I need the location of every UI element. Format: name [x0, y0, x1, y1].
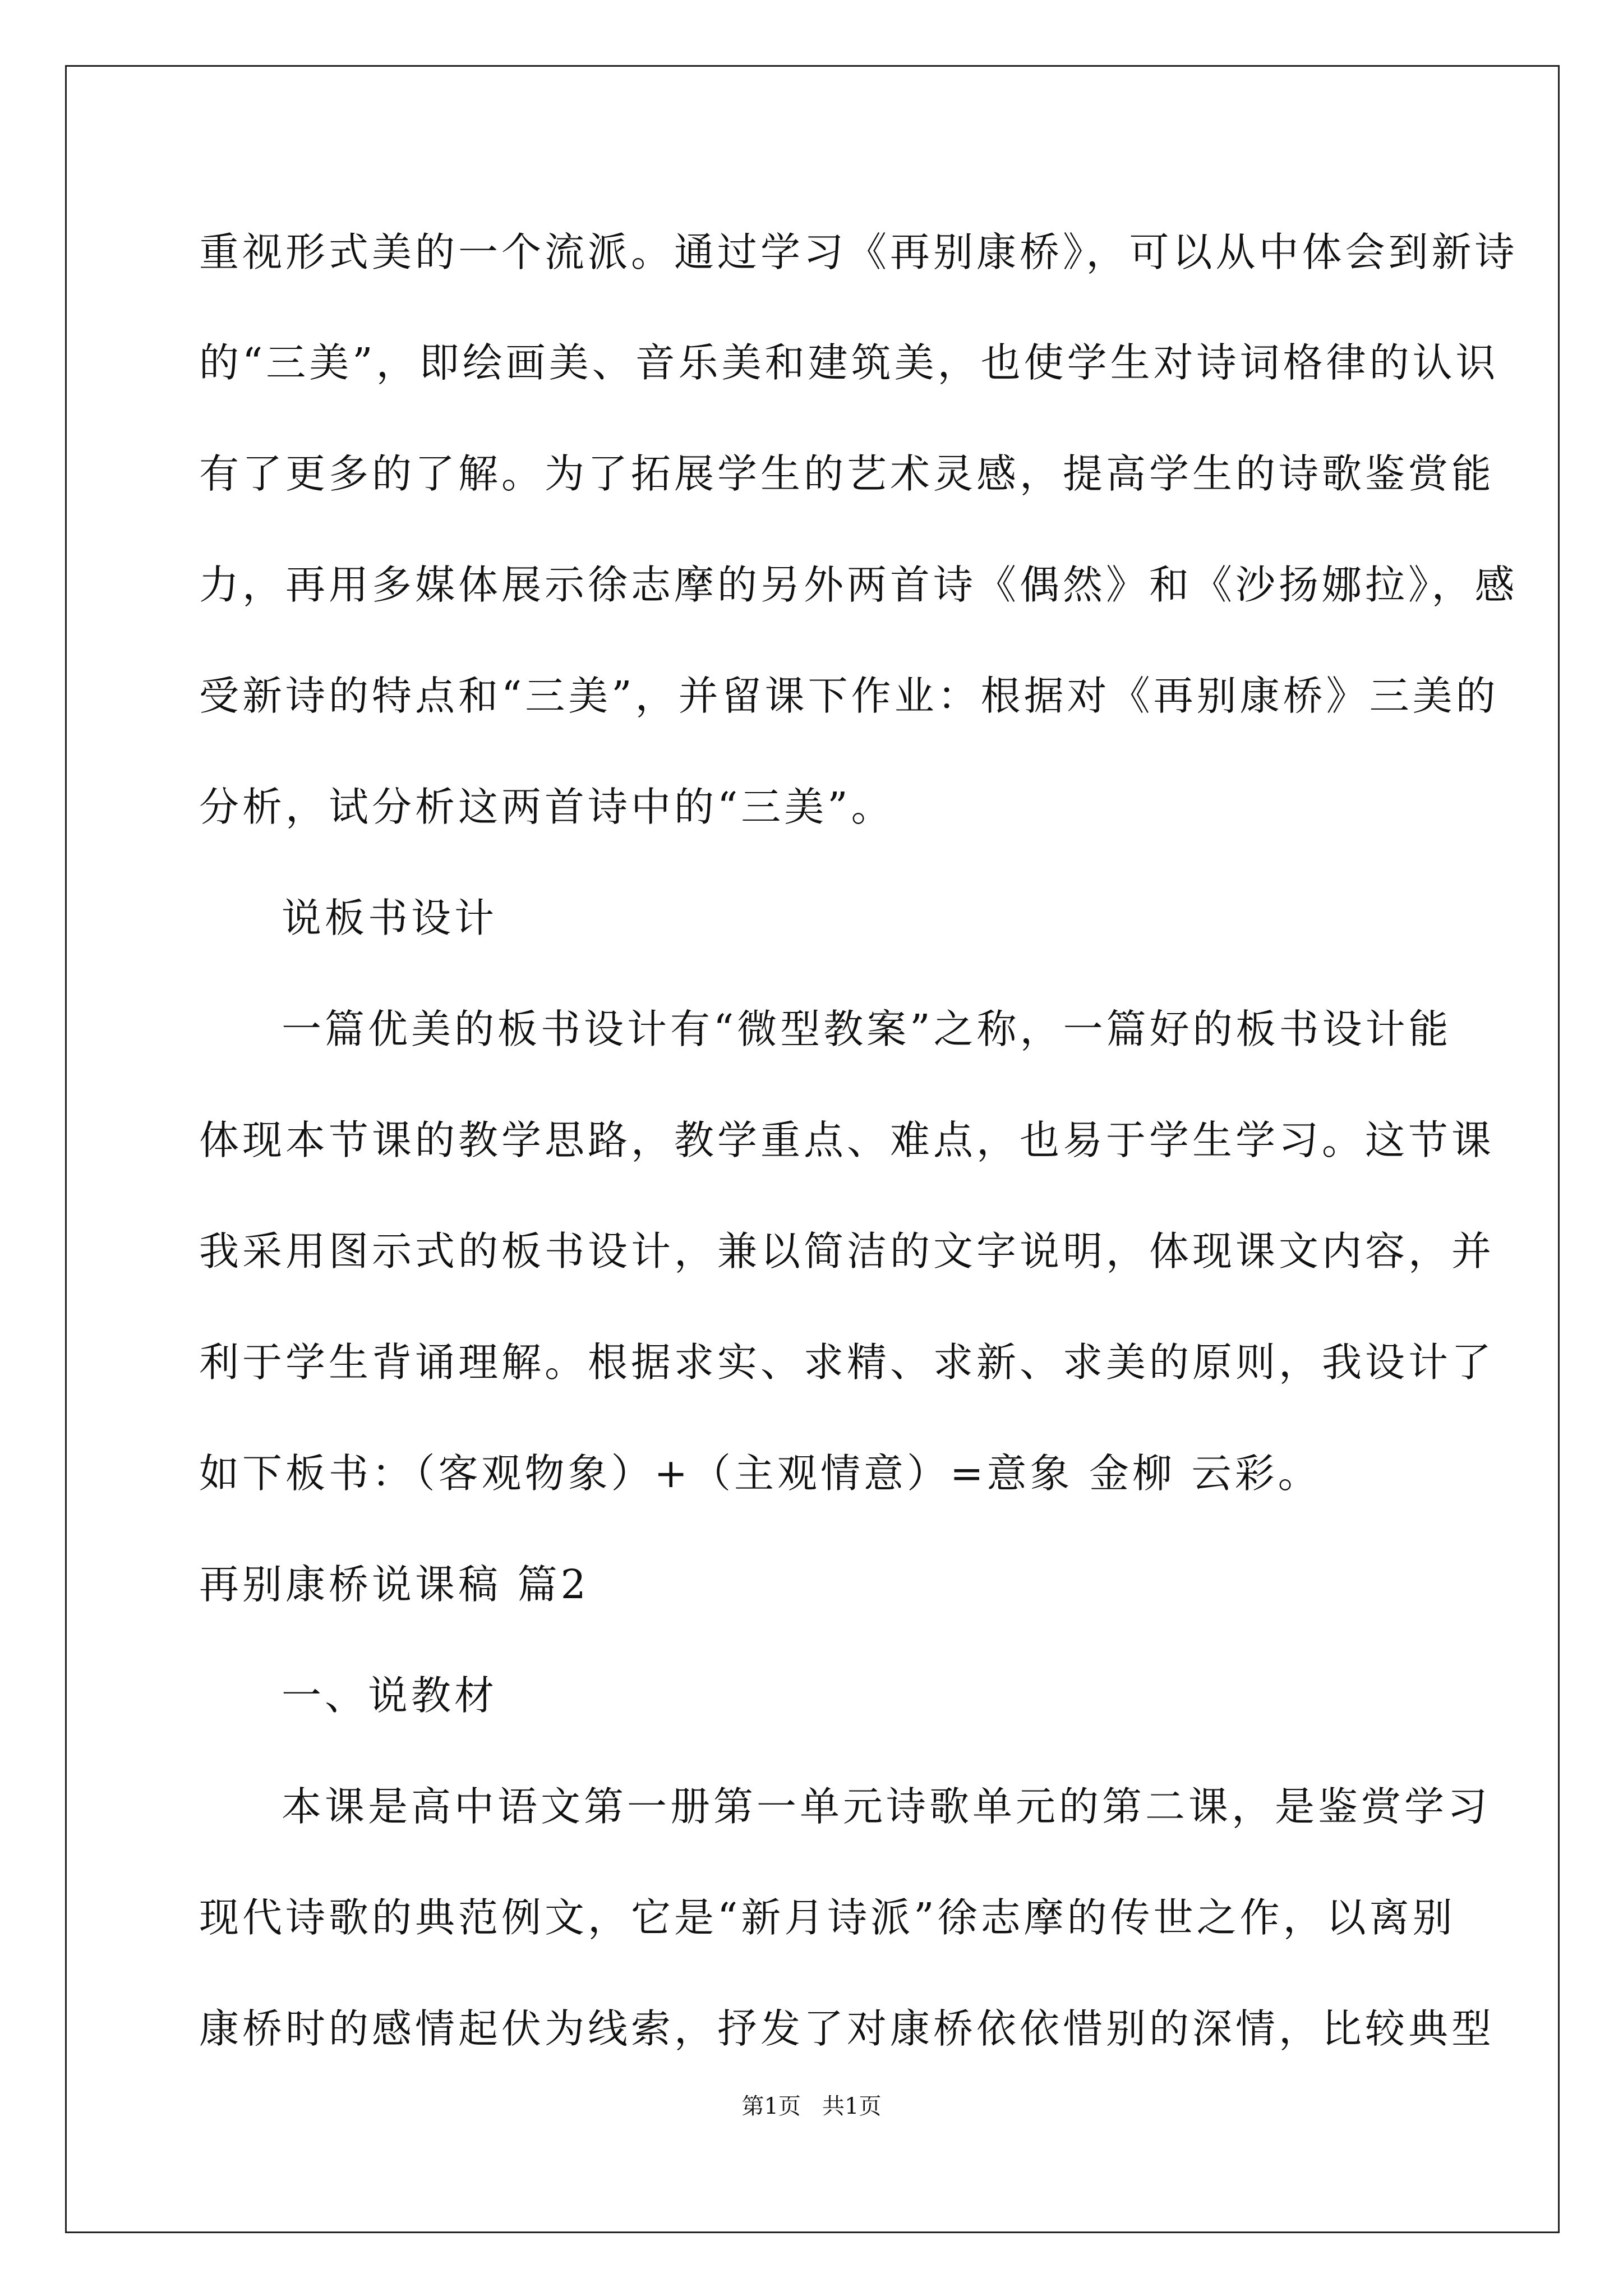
- paragraph-line: 有了更多的了解。为了拓展学生的艺术灵感，提高学生的诗歌鉴赏能: [199, 450, 1495, 497]
- paragraph-line: 现代诗歌的典范例文，它是“新月诗派”徐志摩的传世之作，以离别: [199, 1894, 1456, 1941]
- paragraph-line: 受新诗的特点和“三美”，并留课下作业：根据对《再别康桥》三美的: [199, 673, 1499, 719]
- paragraph-line: 分析，试分析这两首诗中的“三美”。: [199, 784, 895, 830]
- paragraph-line: 康桥时的感情起伏为线索，抒发了对康桥依依惜别的深情，比较典型: [199, 2005, 1495, 2052]
- page-footer: 第1页 共1页: [741, 2093, 882, 2119]
- paragraph-line: 的“三美”，即绘画美、音乐美和建筑美，也使学生对诗词格律的认识: [199, 339, 1499, 386]
- section-heading: 说板书设计: [282, 895, 498, 941]
- paragraph-line: 我采用图示式的板书设计，兼以简洁的文字说明，体现课文内容，并: [199, 1228, 1495, 1274]
- paragraph-line: 力，再用多媒体展示徐志摩的另外两首诗《偶然》和《沙扬娜拉》，感: [199, 562, 1518, 608]
- paragraph-line: 重视形式美的一个流派。通过学习《再别康桥》，可以从中体会到新诗: [199, 229, 1518, 275]
- paragraph-line: 如下板书：（客观物象）+（主观情意）=意象 金柳 云彩。: [199, 1450, 1321, 1497]
- section-heading: 一、说教材: [282, 1672, 498, 1719]
- article-title: 再别康桥说课稿 篇2: [199, 1561, 589, 1608]
- paragraph-line: 利于学生背诵理解。根据求实、求精、求新、求美的原则，我设计了: [199, 1339, 1495, 1386]
- paragraph-line: 一篇优美的板书设计有“微型教案”之称，一篇好的板书设计能: [282, 1006, 1452, 1052]
- paragraph-line: 本课是高中语文第一册第一单元诗歌单元的第二课，是鉴赏学习: [282, 1783, 1491, 1830]
- paragraph-line: 体现本节课的教学思路，教学重点、难点，也易于学生学习。这节课: [199, 1117, 1495, 1163]
